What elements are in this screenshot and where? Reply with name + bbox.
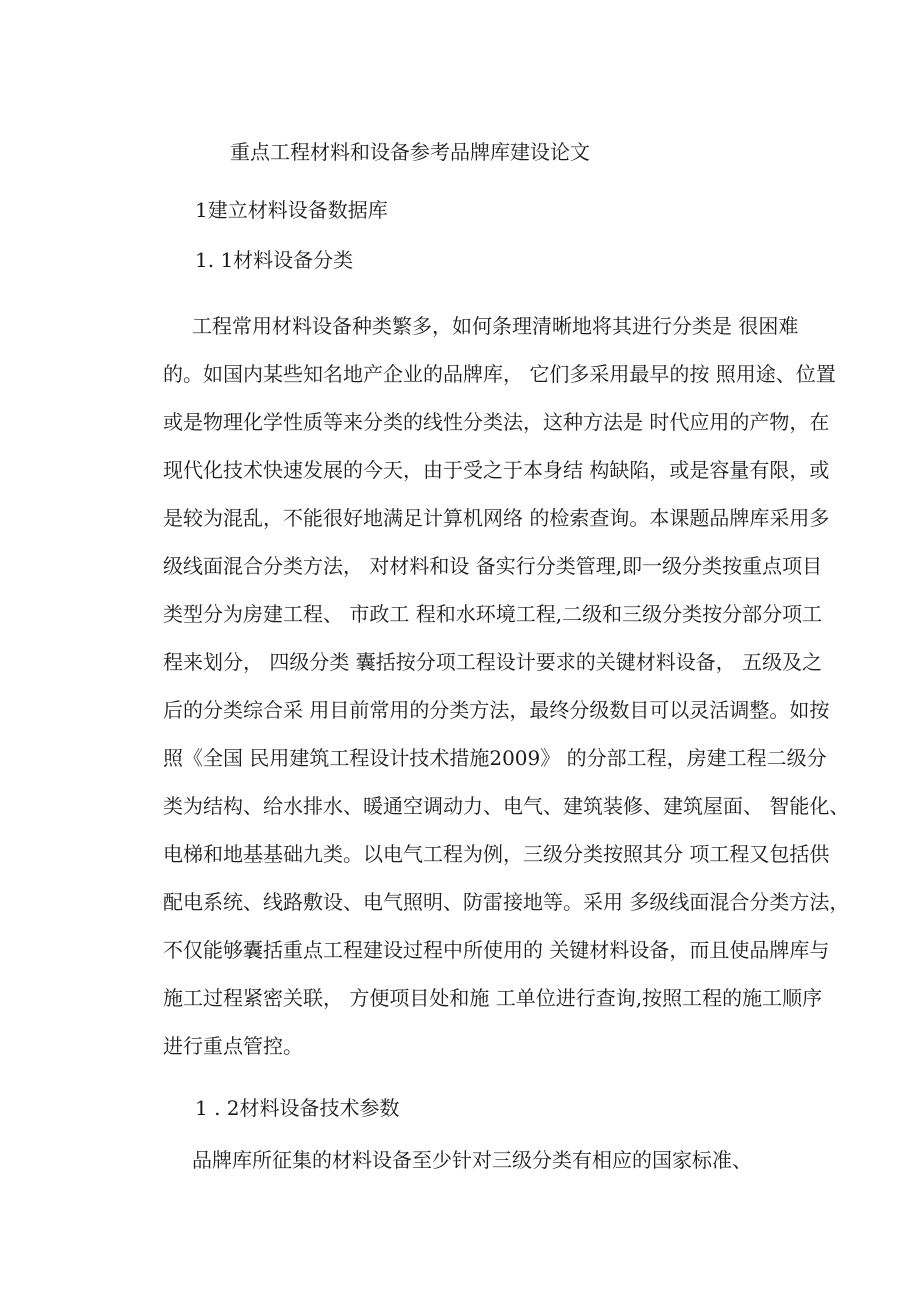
paragraph-line: 配电系统、线路敷设、电气照明、防雷接地等。采用 多级线面混合分类方法， bbox=[163, 890, 850, 914]
section-heading-1-2: 1 . 2材料设备技术参数 bbox=[195, 1096, 400, 1120]
paragraph-line: 的。如国内某些知名地产企业的品牌库， 它们多采用最早的按 照用途、位置 bbox=[163, 362, 836, 386]
paragraph-line: 现代化技术快速发展的今天，由于受之于本身结 构缺陷，或是容量有限，或 bbox=[163, 458, 830, 482]
section-heading-1-1: 1. 1材料设备分类 bbox=[195, 248, 354, 272]
paragraph-line: 类型分为房建工程、 市政工 程和水环境工程,二级和三级分类按分部分项工 bbox=[163, 602, 823, 626]
paragraph-line: 进行重点管控。 bbox=[163, 1034, 303, 1058]
paragraph-line: 不仅能够囊括重点工程建设过程中所使用的 关键材料设备，而且使品牌库与 bbox=[163, 938, 830, 962]
paragraph-line: 工程常用材料设备种类繁多，如何条理清晰地将其进行分类是 很困难 bbox=[192, 314, 799, 338]
paragraph-line: 后的分类综合采 用目前常用的分类方法，最终分级数目可以灵活调整。如按 bbox=[163, 698, 830, 722]
paragraph-line: 施工过程紧密关联， 方便项目处和施 工单位进行查询,按照工程的施工顺序 bbox=[163, 986, 823, 1010]
paragraph-line: 或是物理化学性质等来分类的线性分类法，这种方法是 时代应用的产物，在 bbox=[163, 410, 830, 434]
paragraph-line: 照《全国 民用建筑工程设计技术措施2009》 的分部工程，房建工程二级分 bbox=[163, 746, 827, 770]
section-heading-1: 1建立材料设备数据库 bbox=[195, 198, 388, 222]
paragraph-line: 程来划分， 四级分类 囊括按分项工程设计要求的关键材料设备， 五级及之 bbox=[163, 650, 823, 674]
paragraph-line: 电梯和地基基础九类。以电气工程为例，三级分类按照其分 项工程又包括供 bbox=[163, 842, 830, 866]
paragraph-technical-params: 品牌库所征集的材料设备至少针对三级分类有相应的国家标准、 bbox=[192, 1148, 752, 1172]
document-title: 重点工程材料和设备参考品牌库建设论文 bbox=[230, 140, 590, 164]
paragraph-line: 类为结构、给水排水、暖通空调动力、电气、建筑装修、建筑屋面、 智能化、 bbox=[163, 794, 850, 818]
paragraph-line: 级线面混合分类方法， 对材料和设 备实行分类管理,即一级分类按重点项目 bbox=[163, 554, 823, 578]
paragraph-line: 是较为混乱，不能很好地满足计算机网络 的检索查询。本课题品牌库采用多 bbox=[163, 506, 830, 530]
